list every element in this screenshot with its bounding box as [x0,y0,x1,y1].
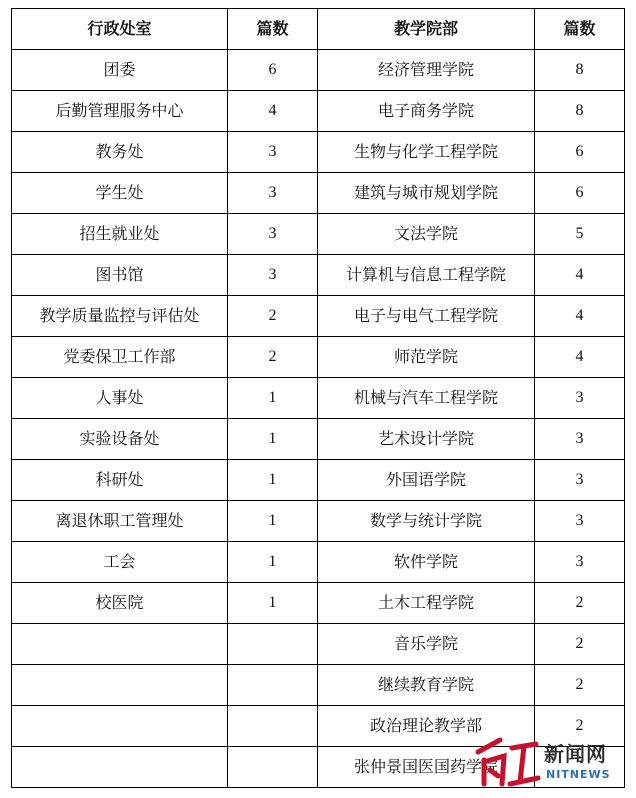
teaching-count-cell: 3 [535,419,625,460]
table-row [12,501,625,542]
table-body [12,50,625,788]
teaching-dept-cell: 电子商务学院 [318,91,535,132]
teaching-dept-cell: 计算机与信息工程学院 [318,255,535,296]
admin-count-cell [228,706,318,747]
admin-office-cell [12,665,228,706]
teaching-count-cell: 4 [535,255,625,296]
admin-count-cell: 4 [228,91,318,132]
teaching-dept-cell: 土木工程学院 [318,583,535,624]
table-row [12,542,625,583]
header-admin-office: 行政处室 [12,9,228,50]
table-row [12,214,625,255]
teaching-dept-cell: 外国语学院 [318,460,535,501]
teaching-dept-cell: 政治理论教学部 [318,706,535,747]
table-row [12,50,625,91]
header-admin-count: 篇数 [228,9,318,50]
teaching-count-cell: 2 [535,706,625,747]
table-row [12,296,625,337]
admin-count-cell: 1 [228,542,318,583]
teaching-dept-cell: 电子与电气工程学院 [318,296,535,337]
admin-count-cell: 6 [228,50,318,91]
admin-office-cell: 工会 [12,542,228,583]
teaching-dept-cell: 艺术设计学院 [318,419,535,460]
admin-office-cell: 校医院 [12,583,228,624]
table-row [12,665,625,706]
teaching-count-cell: 6 [535,132,625,173]
teaching-dept-cell: 软件学院 [318,542,535,583]
teaching-count-cell: 2 [535,624,625,665]
admin-count-cell: 3 [228,214,318,255]
brand-name: 新闻网 [544,742,607,766]
teaching-dept-cell: 文法学院 [318,214,535,255]
teaching-dept-cell: 张仲景国医国药学院 [318,747,535,788]
table-row [12,173,625,214]
admin-count-cell [228,624,318,665]
admin-office-cell: 人事处 [12,378,228,419]
admin-office-cell: 招生就业处 [12,214,228,255]
admin-office-cell [12,747,228,788]
admin-office-cell: 团委 [12,50,228,91]
admin-count-cell: 2 [228,296,318,337]
admin-count-cell: 1 [228,378,318,419]
teaching-count-cell: 4 [535,337,625,378]
admin-count-cell [228,747,318,788]
teaching-count-cell: 2 [535,665,625,706]
admin-count-cell: 1 [228,460,318,501]
admin-count-cell: 3 [228,173,318,214]
admin-office-cell: 实验设备处 [12,419,228,460]
table-header-row [12,9,625,50]
admin-office-cell: 教务处 [12,132,228,173]
teaching-count-cell: 3 [535,460,625,501]
teaching-count-cell: 8 [535,91,625,132]
site-watermark [470,732,630,794]
admin-office-cell: 党委保卫工作部 [12,337,228,378]
table-row [12,419,625,460]
teaching-dept-cell: 师范学院 [318,337,535,378]
teaching-dept-cell: 机械与汽车工程学院 [318,378,535,419]
teaching-count-cell: 2 [535,583,625,624]
teaching-dept-cell: 经济管理学院 [318,50,535,91]
table-row [12,624,625,665]
teaching-count-cell: 3 [535,501,625,542]
brand-logo-icon [470,732,542,794]
table-row [12,91,625,132]
admin-office-cell: 教学质量监控与评估处 [12,296,228,337]
teaching-dept-cell: 继续教育学院 [318,665,535,706]
table-row [12,460,625,501]
admin-count-cell: 1 [228,583,318,624]
admin-office-cell: 离退休职工管理处 [12,501,228,542]
teaching-count-cell: 5 [535,214,625,255]
teaching-count-cell: 8 [535,50,625,91]
table-row [12,255,625,296]
table-row [12,132,625,173]
teaching-dept-cell: 音乐学院 [318,624,535,665]
teaching-count-cell: 6 [535,173,625,214]
admin-office-cell: 后勤管理服务中心 [12,91,228,132]
admin-count-cell: 3 [228,132,318,173]
admin-count-cell: 2 [228,337,318,378]
admin-count-cell: 1 [228,501,318,542]
header-teaching-dept: 教学院部 [318,9,535,50]
teaching-dept-cell: 生物与化学工程学院 [318,132,535,173]
admin-count-cell [228,665,318,706]
table-row [12,378,625,419]
admin-office-cell [12,624,228,665]
article-count-table [11,8,625,788]
header-teaching-count: 篇数 [535,9,625,50]
admin-count-cell: 1 [228,419,318,460]
admin-office-cell: 科研处 [12,460,228,501]
teaching-count-cell: 4 [535,296,625,337]
teaching-dept-cell: 数学与统计学院 [318,501,535,542]
table-row [12,337,625,378]
admin-office-cell: 图书馆 [12,255,228,296]
admin-office-cell: 学生处 [12,173,228,214]
admin-office-cell [12,706,228,747]
table-row [12,583,625,624]
teaching-dept-cell: 建筑与城市规划学院 [318,173,535,214]
teaching-count-cell: 3 [535,378,625,419]
brand-subtitle: NITNEWS [546,768,611,781]
admin-count-cell: 3 [228,255,318,296]
teaching-count-cell: 3 [535,542,625,583]
